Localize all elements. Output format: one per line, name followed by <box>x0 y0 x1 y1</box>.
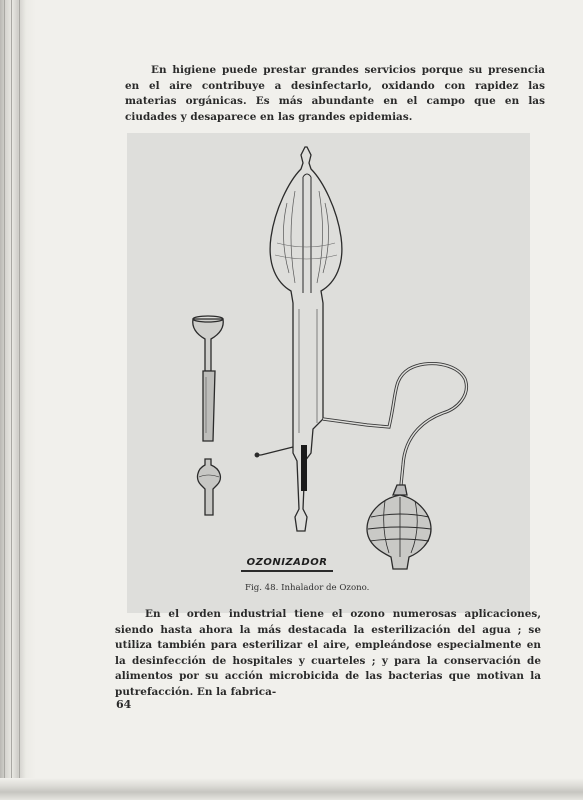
page-number: 64 <box>116 698 132 711</box>
paragraph-bottom: En el orden industrial tiene el ozono numerosas aplicaciones, siendo hasta ahora la más destacada la esterilización del agua ; se utiliza también para esterilizar el aire, empleándose especialmente en la desinfección de hospitales y cuarteles ; y para la conservación de alimentos por su acción microbicida de las bacterias que motivan la putrefacción. En la fabrica- <box>115 608 541 698</box>
mouthpiece-tube <box>193 316 224 441</box>
figure-caption: Fig. 48. Inhalador de Ozono. <box>245 583 370 593</box>
rubber-tube-and-bulb <box>323 364 466 569</box>
stamp-underline <box>241 570 333 572</box>
page-edge-line <box>4 0 5 800</box>
page-stack-edge <box>0 0 36 800</box>
ozonizador-stamp-label: OZONIZADOR <box>246 557 328 568</box>
page-edge-line <box>11 0 12 800</box>
page-edge-line <box>19 0 20 800</box>
figure-plate <box>127 133 530 613</box>
small-bulb-piece <box>198 459 221 515</box>
page-bottom-edge <box>0 778 583 800</box>
ozonizer-tube <box>255 147 342 531</box>
paragraph-top: En higiene puede prestar grandes servicios porque su presencia en el aire contribuye a desinfectarlo, oxidando con rapidez las materias orgánicas. Es más abundante en el campo que en las ciudades y desaparece en las grandes epidemias. <box>125 64 545 123</box>
ozonizer-illustration <box>127 133 530 613</box>
